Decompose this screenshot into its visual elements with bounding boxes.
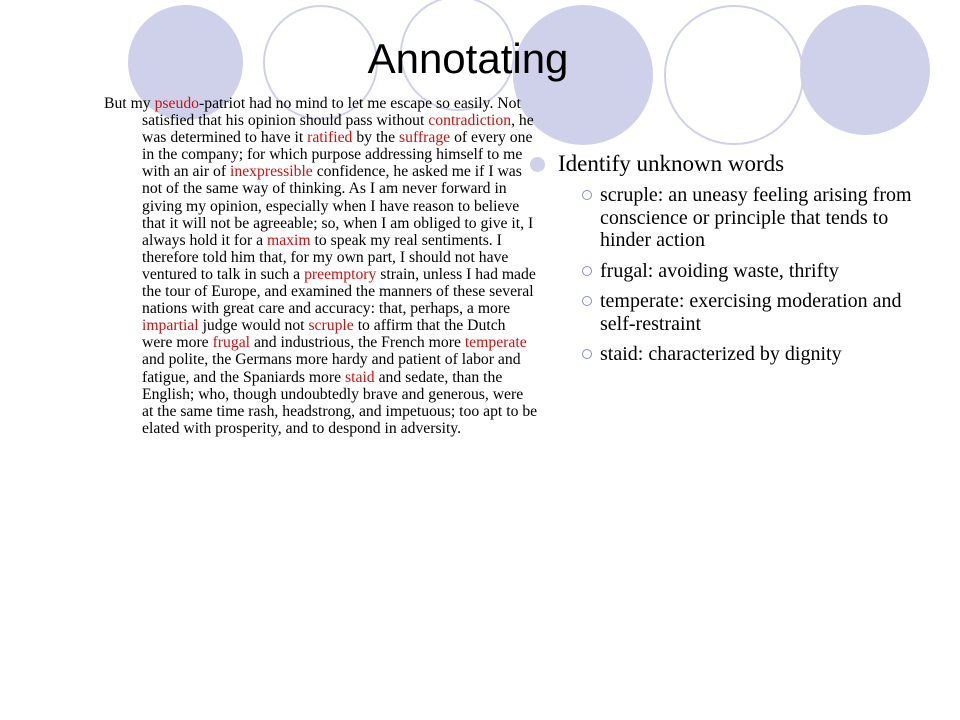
definition-text: staid: characterized by dignity bbox=[600, 343, 842, 365]
definition-text: frugal: avoiding waste, thrifty bbox=[600, 259, 839, 282]
highlighted-word: inexpressible bbox=[230, 163, 313, 181]
slide-title: Annotating bbox=[367, 35, 569, 82]
definition-list bbox=[528, 184, 928, 366]
ring-bullet-icon bbox=[582, 349, 592, 359]
ring-bullet-icon bbox=[582, 190, 592, 200]
definition-item bbox=[528, 184, 928, 252]
highlighted-word: temperate bbox=[464, 334, 527, 352]
definition-item bbox=[528, 260, 928, 283]
definition-text: temperate: exercising moderation and self-restraint bbox=[600, 290, 902, 335]
bullet-list bbox=[528, 150, 928, 374]
passage-segment: But my bbox=[104, 95, 155, 112]
passage-segment: , he was determined to have it bbox=[142, 112, 534, 147]
passage-segment: to affirm that the Dutch were more bbox=[142, 317, 506, 352]
highlighted-word: ratified bbox=[307, 129, 353, 147]
highlighted-word: contradiction bbox=[428, 112, 512, 130]
bullet-dot-icon bbox=[530, 157, 545, 172]
passage-segment: to speak my real sentiments. I therefore told him that, for my own part, I should not have ventured to talk in such a bbox=[142, 231, 509, 283]
ring-bullet-icon bbox=[582, 266, 592, 276]
passage-segment: by the bbox=[352, 129, 400, 147]
passage-segment: judge would not bbox=[198, 317, 309, 335]
highlighted-word: scruple bbox=[308, 317, 354, 335]
ring-bullet-icon bbox=[582, 296, 592, 306]
passage-segment: confidence, he asked me if I was not of the same way of thinking. As I am never forward in giving my opinion, especially when I have reason to believe that it will not be agreeable; so, when I am obliged to give it, I always hold it for a bbox=[142, 163, 534, 249]
definition-item bbox=[528, 343, 928, 366]
definition-item bbox=[528, 290, 928, 335]
passage-segment: strain, unless I had made the tour of Europe, and examined the manners of these several nations with great care and accuracy: that, perhaps, a more bbox=[142, 265, 536, 318]
passage-segment: and sedate, than the English; who, though undoubtedly brave and generous, were at the same time rash, headstrong, and impetuous; too apt to be elated with prosperity, and to despond in adversity. bbox=[142, 368, 538, 437]
passage-text bbox=[104, 95, 538, 437]
highlighted-word: frugal bbox=[212, 334, 251, 352]
highlighted-word: preemptory bbox=[304, 265, 377, 283]
highlighted-word: suffrage bbox=[399, 129, 451, 147]
passage-segment: and polite, the Germans more hardy and patient of labor and fatigue, and the Spaniards more bbox=[142, 351, 521, 386]
highlighted-word: maxim bbox=[267, 231, 311, 249]
highlighted-word: pseudo bbox=[154, 95, 200, 112]
passage-segment: -patriot had no mind to let me escape so easily. Not satisfied that his opinion should pass without bbox=[142, 95, 521, 130]
highlighted-word: impartial bbox=[142, 317, 199, 335]
bullet-heading-text: Identify unknown words bbox=[558, 151, 785, 176]
passage-segment: of every one in the company; for which purpose addressing himself to me with an air of bbox=[142, 129, 533, 181]
passage-segment: and industrious, the French more bbox=[250, 334, 465, 352]
bullet-heading bbox=[528, 150, 928, 178]
highlighted-word: staid bbox=[345, 368, 375, 386]
definition-text: scruple: an uneasy feeling arising from conscience or principle that tends to hinder action bbox=[600, 184, 912, 251]
